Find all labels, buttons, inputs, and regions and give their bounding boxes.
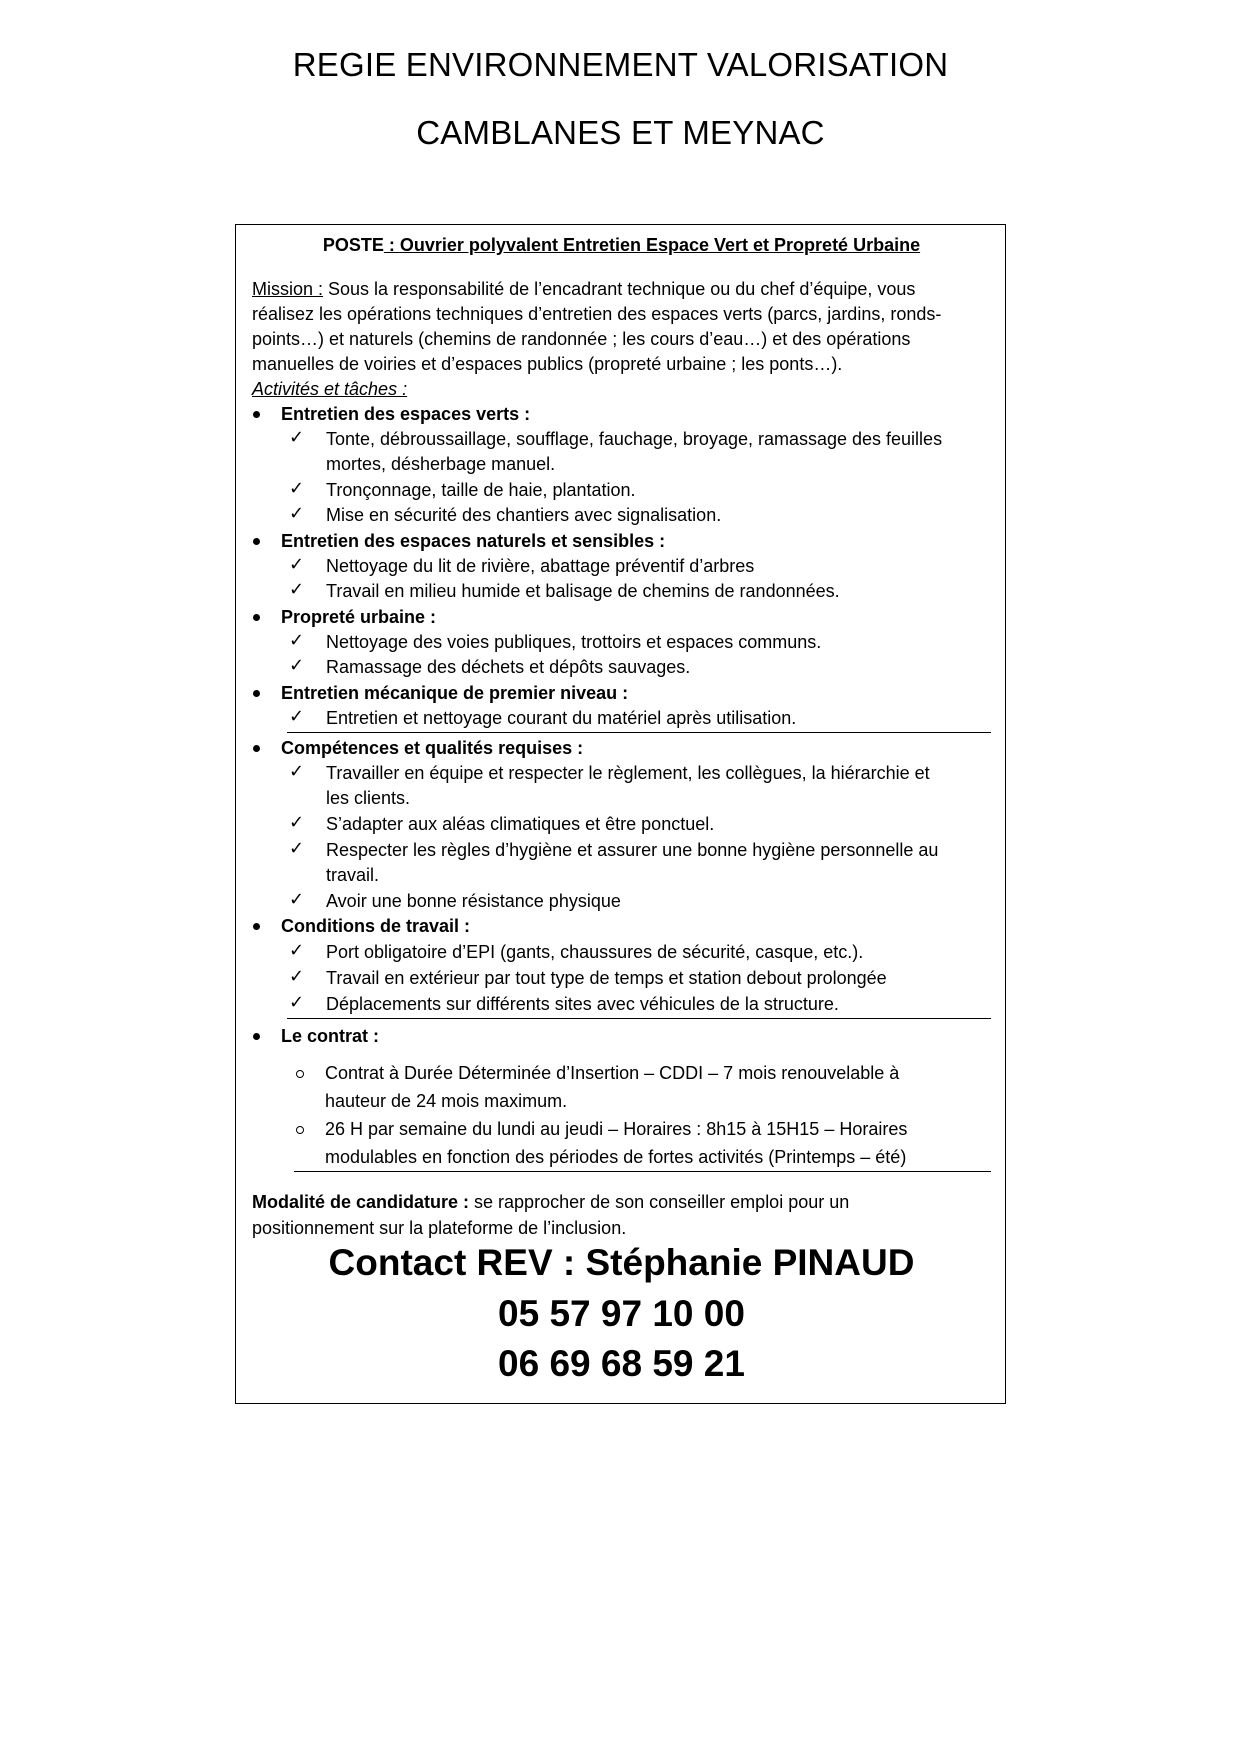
job-title-sep: : <box>383 235 400 255</box>
section-divider <box>287 732 991 733</box>
section-divider <box>294 1171 991 1172</box>
list-item: Travail en milieu humide et balisage de chemins de randonnées. <box>326 581 840 601</box>
section-title-espaces-verts: Entretien des espaces verts : <box>281 404 531 424</box>
mission-line-3: points…) et naturels (chemins de randonnée ; les cours d’eau…) et des opérations <box>252 329 911 349</box>
checkmark-icon: ✓ <box>289 706 305 727</box>
checkmark-icon: ✓ <box>289 761 305 782</box>
list-item: travail. <box>326 865 380 885</box>
checkmark-icon: ✓ <box>289 838 305 859</box>
document-title: REGIE ENVIRONNEMENT VALORISATION <box>292 46 949 83</box>
circle-bullet-icon <box>296 1126 304 1134</box>
list-item: Nettoyage du lit de rivière, abattage préventif d’arbres <box>326 556 755 576</box>
list-item: mortes, désherbage manuel. <box>326 454 556 474</box>
checkmark-icon: ✓ <box>289 554 305 575</box>
list-item: Déplacements sur différents sites avec véhicules de la structure. <box>326 994 839 1014</box>
list-item: 26 H par semaine du lundi au jeudi – Horaires : 8h15 à 15H15 – Horaires <box>325 1119 908 1139</box>
job-title <box>236 233 1007 257</box>
list-item: Contrat à Durée Déterminée d’Insertion – CDDI – 7 mois renouvelable à <box>325 1063 900 1083</box>
checkmark-icon: ✓ <box>289 940 305 961</box>
bullet-icon <box>253 690 260 697</box>
mission-label: Mission : <box>252 279 324 299</box>
section-title-competences: Compétences et qualités requises : <box>281 738 584 758</box>
list-item: S’adapter aux aléas climatiques et être ponctuel. <box>326 814 715 834</box>
mission-line-1: Mission : Sous la responsabilité de l’encadrant technique ou du chef d’équipe, vous <box>252 279 916 299</box>
list-item: Respecter les règles d’hygiène et assurer une bonne hygiène personnelle au <box>326 840 939 860</box>
list-item: Ramassage des déchets et dépôts sauvages. <box>326 657 691 677</box>
section-divider <box>287 1018 991 1019</box>
circle-bullet-icon <box>296 1070 304 1078</box>
section-title-espaces-naturels: Entretien des espaces naturels et sensibles : <box>281 531 666 551</box>
list-item: les clients. <box>326 788 411 808</box>
activities-heading: Activités et tâches : <box>252 379 408 399</box>
bullet-icon <box>253 411 260 418</box>
checkmark-icon: ✓ <box>289 992 305 1013</box>
list-item: Tronçonnage, taille de haie, plantation. <box>326 480 636 500</box>
checkmark-icon: ✓ <box>289 630 305 651</box>
list-item: Nettoyage des voies publiques, trottoirs et espaces communs. <box>326 632 822 652</box>
checkmark-icon: ✓ <box>289 478 305 499</box>
checkmark-icon: ✓ <box>289 966 305 987</box>
bullet-icon <box>253 538 260 545</box>
list-item: modulables en fonction des périodes de fortes activités (Printemps – été) <box>325 1147 907 1167</box>
document-subtitle: CAMBLANES ET MEYNAC <box>416 114 825 151</box>
bullet-icon <box>253 923 260 930</box>
contact-phone-2: 06 69 68 59 21 <box>498 1343 745 1384</box>
application-line-1: Modalité de candidature : se rapprocher de son conseiller emploi pour un <box>252 1192 850 1212</box>
checkmark-icon: ✓ <box>289 889 305 910</box>
contact-name: Contact REV : Stéphanie PINAUD <box>328 1242 915 1283</box>
section-title-proprete: Propreté urbaine : <box>281 607 437 627</box>
list-item: Avoir une bonne résistance physique <box>326 891 621 911</box>
list-item: Entretien et nettoyage courant du matériel après utilisation. <box>326 708 797 728</box>
checkmark-icon: ✓ <box>289 503 305 524</box>
checkmark-icon: ✓ <box>289 655 305 676</box>
job-title-label: POSTE <box>322 235 384 255</box>
bullet-icon <box>253 745 260 752</box>
application-label: Modalité de candidature : <box>252 1192 470 1212</box>
contact-phone-1: 05 57 97 10 00 <box>498 1293 745 1334</box>
list-item: Mise en sécurité des chantiers avec signalisation. <box>326 505 722 525</box>
list-item: hauteur de 24 mois maximum. <box>325 1091 568 1111</box>
mission-line-2: réalisez les opérations techniques d’entretien des espaces verts (parcs, jardins, ronds- <box>252 304 942 324</box>
bullet-icon <box>253 1033 260 1040</box>
application-line-2: positionnement sur la plateforme de l’inclusion. <box>252 1218 627 1238</box>
job-offer-box <box>235 224 1006 1404</box>
section-title-mecanique: Entretien mécanique de premier niveau : <box>281 683 629 703</box>
checkmark-icon: ✓ <box>289 812 305 833</box>
list-item: Travail en extérieur par tout type de temps et station debout prolongée <box>326 968 887 988</box>
job-title-value: Ouvrier polyvalent Entretien Espace Vert et Propreté Urbaine <box>399 235 921 255</box>
section-title-contrat: Le contrat : <box>281 1026 380 1046</box>
list-item: Port obligatoire d’EPI (gants, chaussures de sécurité, casque, etc.). <box>326 942 864 962</box>
list-item: Tonte, débroussaillage, soufflage, fauchage, broyage, ramassage des feuilles <box>326 429 943 449</box>
checkmark-icon: ✓ <box>289 579 305 600</box>
checkmark-icon: ✓ <box>289 427 305 448</box>
list-item: Travailler en équipe et respecter le règlement, les collègues, la hiérarchie et <box>326 763 930 783</box>
section-title-conditions: Conditions de travail : <box>281 916 471 936</box>
mission-line-4: manuelles de voiries et d’espaces publics (propreté urbaine ; les ponts…). <box>252 354 843 374</box>
bullet-icon <box>253 614 260 621</box>
